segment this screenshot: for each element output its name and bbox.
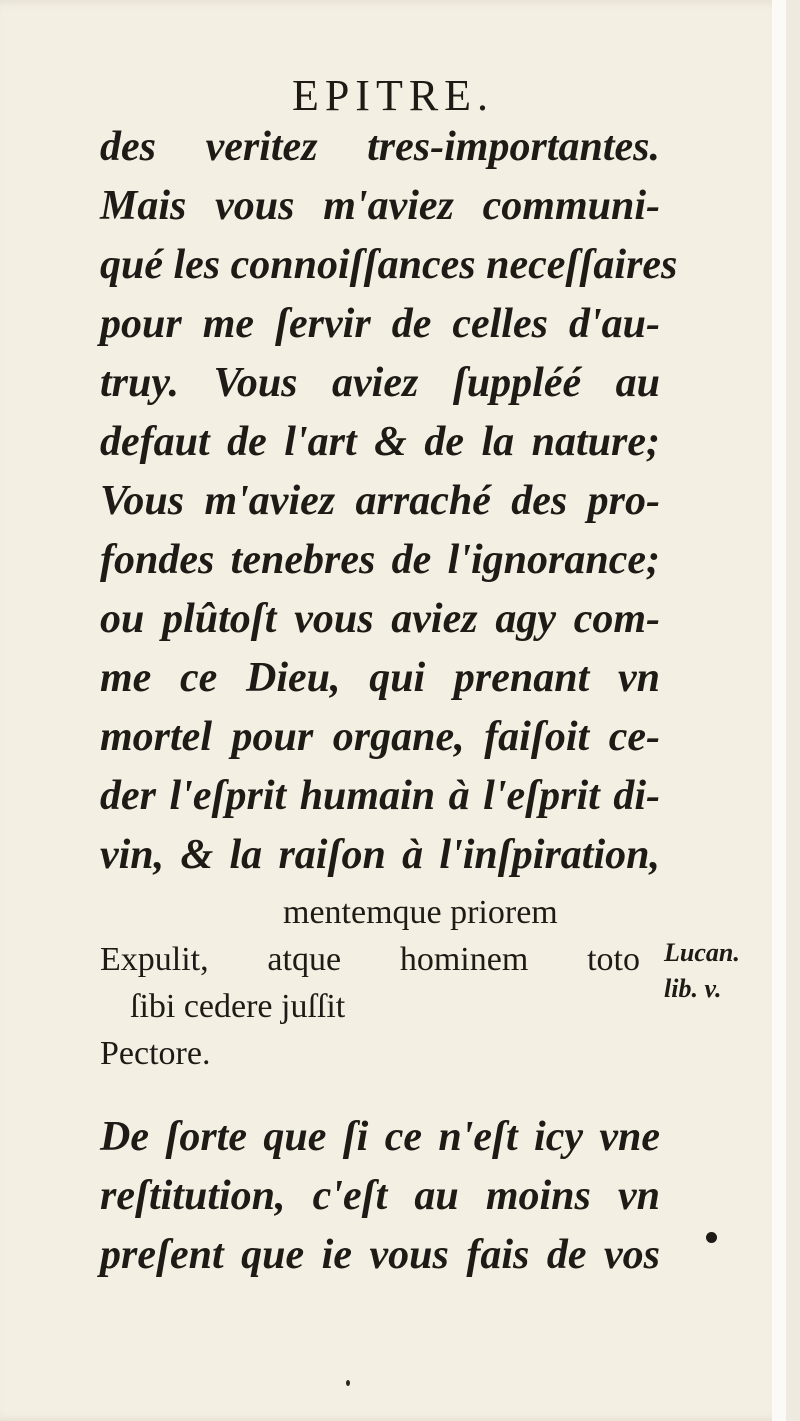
text-line: mortel pour organe, faiſoit ce- xyxy=(100,714,660,760)
running-head: EPITRE. xyxy=(291,71,495,120)
text-line: preſent que ie vous fais de vos xyxy=(100,1232,660,1278)
ink-speck xyxy=(346,1380,350,1386)
text-line: pour me ſervir de celles d'au- xyxy=(100,301,660,347)
citation-book: lib. v. xyxy=(664,974,722,1003)
margin-citation xyxy=(664,935,740,1007)
quote-line: Pectore. xyxy=(100,1035,211,1072)
text-line: qué les connoiſſances neceſſaires xyxy=(100,242,678,288)
text-line: De ſorte que ſi ce n'eſt icy vne xyxy=(100,1114,660,1160)
page-edge xyxy=(772,0,786,1421)
text-line: der l'eſprit humain à l'eſprit di- xyxy=(100,773,660,819)
ink-dot xyxy=(706,1232,717,1243)
quote-line: ſibi cedere juſſit xyxy=(130,988,346,1025)
text-line: reſtitution, c'eſt au moins vn xyxy=(100,1173,660,1219)
text-line: vin, & la raiſon à l'inſpiration, xyxy=(100,832,660,878)
text-line: me ce Dieu, qui prenant vn xyxy=(100,655,660,701)
text-line: defaut de l'art & de la nature; xyxy=(100,419,660,465)
text-line: des veritez tres-importantes. xyxy=(100,124,660,170)
text-line: Mais vous m'aviez communi- xyxy=(100,183,660,229)
text-line: truy. Vous aviez ſuppléé au xyxy=(100,360,660,406)
text-line: Vous m'aviez arraché des pro- xyxy=(100,478,660,524)
quote-line: Expulit, atque hominem toto xyxy=(100,941,640,978)
text-line: ou plûtoſt vous aviez agy com- xyxy=(100,596,660,642)
text-line: fondes tenebres de l'ignorance; xyxy=(100,537,660,583)
citation-author: Lucan. xyxy=(664,938,740,967)
quote-line: mentemque priorem xyxy=(283,894,558,931)
epistle-text-bottom xyxy=(100,1108,660,1285)
epistle-text-top xyxy=(100,118,678,885)
latin-quotation xyxy=(100,889,660,1077)
